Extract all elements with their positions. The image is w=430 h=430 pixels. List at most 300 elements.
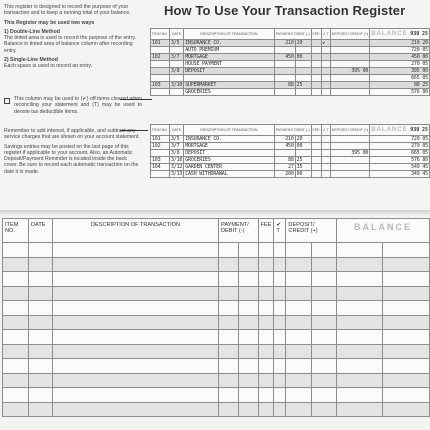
instructions-panel xyxy=(0,0,430,210)
date-cell: 3/8 xyxy=(169,68,183,75)
deposit-cell xyxy=(330,47,370,54)
balance-cents-cell[interactable] xyxy=(383,402,430,417)
item-no-cell[interactable] xyxy=(3,388,29,403)
deposit-cents-cell[interactable] xyxy=(311,388,336,403)
col-desc: DESCRIPTION OF TRANSACTION xyxy=(53,219,219,243)
date-cell[interactable] xyxy=(29,330,53,345)
check-cell[interactable] xyxy=(274,243,286,258)
col-check: ✔ T xyxy=(321,125,330,136)
fee-cell xyxy=(311,171,321,178)
col-item: ITEM NO. xyxy=(151,125,170,136)
payment-cell xyxy=(274,150,295,157)
deposit-cents-cell[interactable] xyxy=(311,301,336,316)
payment-cents-cell[interactable] xyxy=(238,315,258,330)
description-cell[interactable] xyxy=(53,301,219,316)
fee-cell xyxy=(311,40,321,47)
example-double-line-register xyxy=(150,28,430,96)
col-desc: DESCRIPTION OF TRANSACTION xyxy=(184,29,274,40)
deposit-cell xyxy=(330,89,370,96)
register-row xyxy=(151,136,430,143)
col-fee: FEE xyxy=(311,125,321,136)
savings-reminder: Savings entries may be posted on the last page of this register if applicable to your account. Also, an Automatic Deposit/Payment Reminder is located inside the back cover. Be sure to record each automatic transaction on the date it is made. xyxy=(4,143,139,175)
balance-cell[interactable] xyxy=(337,301,383,316)
deposit-cell xyxy=(330,75,370,82)
date-cell: 3/5 xyxy=(169,40,183,47)
col-deposit: DEPOSIT/ CREDIT (+) xyxy=(286,219,337,243)
date-cell[interactable] xyxy=(29,301,53,316)
balance-cell[interactable] xyxy=(337,315,383,330)
fee-cell xyxy=(311,143,321,150)
col-date: DATE xyxy=(169,125,183,136)
payment-cell xyxy=(274,61,295,68)
balance-cell: 665 05 xyxy=(370,150,430,157)
register-row xyxy=(151,61,430,68)
deposit-cents-cell[interactable] xyxy=(311,315,336,330)
item-no-cell xyxy=(151,75,170,82)
description-cell xyxy=(184,75,274,82)
deposit-cents-cell[interactable] xyxy=(311,402,336,417)
fee-cell xyxy=(311,68,321,75)
description-cell[interactable] xyxy=(53,257,219,272)
fee-cell[interactable] xyxy=(258,373,274,388)
payment-cents-cell[interactable] xyxy=(238,359,258,374)
description-cell: SUPERMARKET xyxy=(184,82,274,89)
deposit-cell xyxy=(330,164,370,171)
check-cell[interactable] xyxy=(274,286,286,301)
fee-cell xyxy=(311,47,321,54)
register-row xyxy=(151,89,430,96)
item-no-cell[interactable] xyxy=(3,315,29,330)
payment-cell: 210 xyxy=(274,136,295,143)
reminder-text xyxy=(4,128,142,178)
balance-cell: 395 00 xyxy=(370,68,430,75)
payment-cell[interactable] xyxy=(219,373,239,388)
deposit-cell[interactable] xyxy=(286,373,311,388)
fee-cell xyxy=(311,136,321,143)
check-cell[interactable] xyxy=(274,359,286,374)
balance-cell[interactable] xyxy=(337,402,383,417)
description-cell: GROCERIES xyxy=(184,89,274,96)
date-cell: 3/12 xyxy=(170,164,183,170)
pointer-line xyxy=(120,99,152,100)
col-fee: FEE xyxy=(258,219,274,243)
balance-cents-cell[interactable] xyxy=(383,301,430,316)
payment-cell[interactable] xyxy=(219,243,239,258)
date-cell[interactable] xyxy=(29,286,53,301)
balance-cell: 450 00 xyxy=(370,54,430,61)
date-cell[interactable] xyxy=(29,315,53,330)
balance-cents-cell[interactable] xyxy=(383,257,430,272)
description-cell: DEPOSIT xyxy=(184,68,274,75)
payment-cell: 88 xyxy=(274,157,295,164)
balance-cell[interactable] xyxy=(337,344,383,359)
page-title: How To Use Your Transaction Register xyxy=(164,3,406,18)
item-no-cell: 104 xyxy=(151,164,170,171)
payment-cents-cell: 35 xyxy=(295,164,311,171)
balance-cents-cell[interactable] xyxy=(383,388,430,403)
description-cell: CASH WITHDRAWAL xyxy=(184,171,274,178)
balance-label: BALANCE xyxy=(371,31,408,37)
balance-label: BALANCE xyxy=(371,127,408,133)
description-cell[interactable] xyxy=(53,330,219,345)
opening-cents: 25 xyxy=(421,127,428,133)
balance-cell[interactable] xyxy=(337,272,383,287)
payment-cell[interactable] xyxy=(219,286,239,301)
date-cell xyxy=(169,75,183,82)
date-cell: 3/10 xyxy=(170,82,183,88)
col-deposit: DEPOSIT/ CREDIT (+) xyxy=(330,125,370,136)
register-row[interactable] xyxy=(3,359,430,374)
register-row xyxy=(151,82,430,89)
payment-cell[interactable] xyxy=(219,301,239,316)
fee-cell[interactable] xyxy=(258,257,274,272)
item-no-cell: 102 xyxy=(151,54,170,61)
item-no-cell: 101 xyxy=(151,136,170,143)
payment-cents-cell xyxy=(295,89,311,96)
deposit-cell[interactable] xyxy=(286,402,311,417)
deposit-cell[interactable] xyxy=(286,301,311,316)
fee-cell[interactable] xyxy=(258,402,274,417)
description-cell[interactable] xyxy=(53,243,219,258)
payment-cents-cell xyxy=(295,47,311,54)
check-cell xyxy=(321,136,330,143)
balance-cents-cell[interactable] xyxy=(383,272,430,287)
payment-cents-cell[interactable] xyxy=(238,402,258,417)
register-row[interactable] xyxy=(3,388,430,403)
description-cell[interactable] xyxy=(53,402,219,417)
description-cell: HOUSE PAYMENT xyxy=(184,61,274,68)
balance-cell[interactable] xyxy=(337,388,383,403)
balance-cell: 576 80 xyxy=(370,89,430,96)
date-cell xyxy=(169,61,183,68)
register-row[interactable] xyxy=(3,373,430,388)
register-row xyxy=(151,164,430,171)
check-note-text: This column may be used to (✔) off items cleared when reconciling your statement and (T) may be used to denote tax deductible items. xyxy=(14,96,142,115)
payment-cell[interactable] xyxy=(219,402,239,417)
deposit-cents-cell[interactable] xyxy=(311,359,336,374)
check-cell[interactable] xyxy=(274,388,286,403)
fee-cell[interactable] xyxy=(258,388,274,403)
item-no-cell[interactable] xyxy=(3,402,29,417)
check-cell[interactable] xyxy=(274,257,286,272)
check-cell xyxy=(321,143,330,150)
balance-cents-cell[interactable] xyxy=(383,344,430,359)
deposit-cell[interactable] xyxy=(286,272,311,287)
check-cell xyxy=(321,68,330,75)
item-no-cell[interactable] xyxy=(3,301,29,316)
description-cell[interactable] xyxy=(53,315,219,330)
deposit-cents-cell[interactable] xyxy=(311,243,336,258)
payment-cents-cell xyxy=(295,68,311,75)
fee-cell xyxy=(311,157,321,164)
description-cell[interactable] xyxy=(53,373,219,388)
col-fee: FEE xyxy=(311,29,321,40)
date-cell[interactable] xyxy=(29,373,53,388)
page-fold xyxy=(0,210,430,216)
deposit-cents-cell[interactable] xyxy=(311,373,336,388)
check-cell xyxy=(321,157,330,164)
balance-cell[interactable] xyxy=(337,330,383,345)
fee-cell[interactable] xyxy=(258,344,274,359)
register-row[interactable] xyxy=(3,344,430,359)
item-no-cell[interactable] xyxy=(3,373,29,388)
register-row[interactable] xyxy=(3,243,430,258)
balance-cents-cell[interactable] xyxy=(383,243,430,258)
payment-cell[interactable] xyxy=(219,359,239,374)
fee-cell xyxy=(311,164,321,171)
register-row xyxy=(151,150,430,157)
deposit-cell[interactable] xyxy=(286,330,311,345)
register-row[interactable] xyxy=(3,257,430,272)
item-no-cell xyxy=(151,61,170,68)
fee-cell[interactable] xyxy=(258,301,274,316)
balance-cell: 576 80 xyxy=(370,157,430,164)
opening-cents: 25 xyxy=(421,31,428,37)
register-row xyxy=(151,54,430,61)
date-cell[interactable] xyxy=(29,243,53,258)
payment-cell[interactable] xyxy=(219,344,239,359)
col-check: ✔ T xyxy=(321,29,330,40)
item-no-cell xyxy=(151,150,170,157)
balance-cell: 270 05 xyxy=(370,143,430,150)
col-balance xyxy=(370,125,430,136)
date-cell[interactable] xyxy=(29,388,53,403)
double-line-body: The tinted area is used to record the purpose of the entry. Balance in tinted area of balance column after recording entry. xyxy=(4,35,136,54)
intro-text xyxy=(4,4,142,73)
date-cell[interactable] xyxy=(29,402,53,417)
interest-reminder: Remember to add interest, if applicable, and subtract any service charges that are shown on your account statement. xyxy=(4,128,140,141)
date-cell: 3/5 xyxy=(169,136,183,143)
date-cell: 3/13 xyxy=(170,171,183,177)
payment-cell[interactable] xyxy=(219,330,239,345)
date-cell[interactable] xyxy=(29,344,53,359)
balance-cell: 349 45 xyxy=(370,171,430,178)
description-cell: MORTGAGE xyxy=(184,143,274,150)
opening-balance: 930 xyxy=(410,31,420,37)
fee-cell xyxy=(311,54,321,61)
deposit-cents-cell[interactable] xyxy=(311,286,336,301)
balance-cell: 270 05 xyxy=(370,61,430,68)
balance-cents-cell[interactable] xyxy=(383,315,430,330)
check-cell[interactable] xyxy=(274,344,286,359)
item-no-cell[interactable] xyxy=(3,257,29,272)
fee-cell[interactable] xyxy=(258,330,274,345)
payment-cell: 27 xyxy=(274,164,295,171)
fee-cell xyxy=(311,82,321,89)
description-cell[interactable] xyxy=(53,388,219,403)
register-row xyxy=(151,75,430,82)
payment-cents-cell: 00 xyxy=(295,171,311,178)
balance-cell: 210 20 xyxy=(370,40,430,47)
deposit-cell[interactable] xyxy=(286,388,311,403)
description-cell[interactable] xyxy=(53,272,219,287)
payment-cents-cell: 20 xyxy=(295,136,311,143)
deposit-cents-cell[interactable] xyxy=(311,344,336,359)
description-cell[interactable] xyxy=(53,359,219,374)
item-no-cell xyxy=(151,89,170,96)
balance-cents-cell[interactable] xyxy=(383,330,430,345)
balance-cell[interactable] xyxy=(337,257,383,272)
methods-heading: This Register may be used two ways xyxy=(4,19,95,26)
col-item: ITEM NO. xyxy=(3,219,29,243)
register-row[interactable] xyxy=(3,286,430,301)
check-cell xyxy=(321,82,330,89)
item-no-cell[interactable] xyxy=(3,344,29,359)
register-row[interactable] xyxy=(3,402,430,417)
deposit-cell[interactable] xyxy=(286,344,311,359)
deposit-cell[interactable] xyxy=(286,257,311,272)
payment-cents-cell[interactable] xyxy=(238,272,258,287)
check-cell[interactable] xyxy=(274,402,286,417)
payment-cell: 450 xyxy=(274,54,295,61)
check-cell[interactable] xyxy=(274,315,286,330)
payment-cents-cell xyxy=(295,61,311,68)
payment-cell: 450 xyxy=(274,143,295,150)
item-no-cell xyxy=(151,68,170,75)
fee-cell xyxy=(311,89,321,96)
fee-cell[interactable] xyxy=(258,286,274,301)
register-row xyxy=(151,68,430,75)
register-row xyxy=(151,171,430,178)
payment-cents-cell xyxy=(295,75,311,82)
check-cell xyxy=(321,89,330,96)
item-no-cell xyxy=(151,47,170,54)
payment-cents-cell[interactable] xyxy=(238,301,258,316)
item-no-cell: 103 xyxy=(151,82,170,89)
date-cell: 3/10 xyxy=(170,157,183,163)
description-cell: INSURANCE CO. xyxy=(184,136,274,143)
deposit-cell xyxy=(330,171,370,178)
payment-cell: 210 xyxy=(274,40,295,47)
balance-cell[interactable] xyxy=(337,286,383,301)
payment-cents-cell: 20 xyxy=(295,40,311,47)
deposit-cents-cell[interactable] xyxy=(311,330,336,345)
check-cell xyxy=(321,171,330,178)
item-no-cell xyxy=(151,171,170,178)
register-row xyxy=(151,40,430,47)
payment-cents-cell[interactable] xyxy=(238,257,258,272)
deposit-cell xyxy=(330,136,370,143)
item-no-cell: 102 xyxy=(151,143,170,150)
description-cell: GARDEN CENTER xyxy=(184,164,274,171)
check-cell xyxy=(321,61,330,68)
deposit-cell: 395 00 xyxy=(330,68,370,75)
check-cell xyxy=(321,47,330,54)
payment-cents-cell: 00 xyxy=(295,143,311,150)
payment-cell[interactable] xyxy=(219,388,239,403)
register-row[interactable] xyxy=(3,272,430,287)
check-cell[interactable] xyxy=(274,272,286,287)
deposit-cents-cell[interactable] xyxy=(311,272,336,287)
check-cell xyxy=(321,150,330,157)
register-row[interactable] xyxy=(3,315,430,330)
item-no-cell[interactable] xyxy=(3,286,29,301)
date-cell[interactable] xyxy=(29,359,53,374)
single-line-body: Each space is used to record an entry. xyxy=(4,63,93,70)
item-no-cell[interactable] xyxy=(3,272,29,287)
balance-cents-cell[interactable] xyxy=(383,359,430,374)
col-desc: DESCRIPTION OF TRANSACTION xyxy=(184,125,274,136)
deposit-cell[interactable] xyxy=(286,286,311,301)
description-cell: INSURANCE CO. xyxy=(184,40,274,47)
example-single-line-register xyxy=(150,124,430,178)
col-date: DATE xyxy=(29,219,53,243)
item-no-cell[interactable] xyxy=(3,330,29,345)
fee-cell xyxy=(311,75,321,82)
payment-cell xyxy=(274,47,295,54)
item-no-cell[interactable] xyxy=(3,243,29,258)
deposit-cell[interactable] xyxy=(286,359,311,374)
payment-cents-cell[interactable] xyxy=(238,344,258,359)
balance-cell[interactable] xyxy=(337,373,383,388)
balance-cell: 720 05 xyxy=(370,136,430,143)
description-cell: GROCERIES xyxy=(184,157,274,164)
fee-cell[interactable] xyxy=(258,243,274,258)
blank-register xyxy=(2,218,430,417)
deposit-cents-cell[interactable] xyxy=(311,257,336,272)
deposit-cell: 395 00 xyxy=(330,150,370,157)
description-cell[interactable] xyxy=(53,286,219,301)
date-cell[interactable] xyxy=(29,272,53,287)
date-cell[interactable] xyxy=(29,257,53,272)
balance-cell: 665 05 xyxy=(370,75,430,82)
balance-cell[interactable] xyxy=(337,359,383,374)
deposit-cell xyxy=(330,143,370,150)
col-payment: PAYMENT/ DEBIT (-) xyxy=(274,29,311,40)
balance-cents-cell[interactable] xyxy=(383,286,430,301)
deposit-cell[interactable] xyxy=(286,315,311,330)
date-cell xyxy=(169,89,183,96)
description-cell: DEPOSIT xyxy=(184,150,274,157)
item-no-cell[interactable] xyxy=(3,359,29,374)
payment-cents-cell[interactable] xyxy=(238,330,258,345)
deposit-cell[interactable] xyxy=(286,243,311,258)
fee-cell xyxy=(311,61,321,68)
balance-cell: 549 45 xyxy=(370,164,430,171)
payment-cents-cell[interactable] xyxy=(238,373,258,388)
single-line-heading: 2) Single-Line Method xyxy=(4,57,58,64)
check-cell[interactable] xyxy=(274,301,286,316)
col-date: DATE xyxy=(169,29,183,40)
col-item: ITEM NO. xyxy=(151,29,170,40)
payment-cents-cell[interactable] xyxy=(238,243,258,258)
check-cell[interactable] xyxy=(274,330,286,345)
register-row[interactable] xyxy=(3,301,430,316)
check-cell xyxy=(321,164,330,171)
register-row xyxy=(151,157,430,164)
fee-cell[interactable] xyxy=(258,315,274,330)
payment-cell[interactable] xyxy=(219,272,239,287)
balance-cents-cell[interactable] xyxy=(383,373,430,388)
check-cell[interactable] xyxy=(274,373,286,388)
fee-cell[interactable] xyxy=(258,359,274,374)
payment-cents-cell[interactable] xyxy=(238,388,258,403)
payment-cents-cell xyxy=(295,150,311,157)
check-cell xyxy=(321,54,330,61)
col-check: ✔ T xyxy=(274,219,286,243)
fee-cell[interactable] xyxy=(258,272,274,287)
balance-cell[interactable] xyxy=(337,243,383,258)
deposit-cell xyxy=(330,54,370,61)
payment-cents-cell[interactable] xyxy=(238,286,258,301)
payment-cell[interactable] xyxy=(219,315,239,330)
intro-paragraph: This register is designed to record the purpose of your transaction and to keep a running total of your balance. xyxy=(4,4,131,17)
payment-cents-cell: 00 xyxy=(295,54,311,61)
payment-cell xyxy=(274,68,295,75)
register-row[interactable] xyxy=(3,330,430,345)
description-cell[interactable] xyxy=(53,344,219,359)
payment-cell[interactable] xyxy=(219,257,239,272)
